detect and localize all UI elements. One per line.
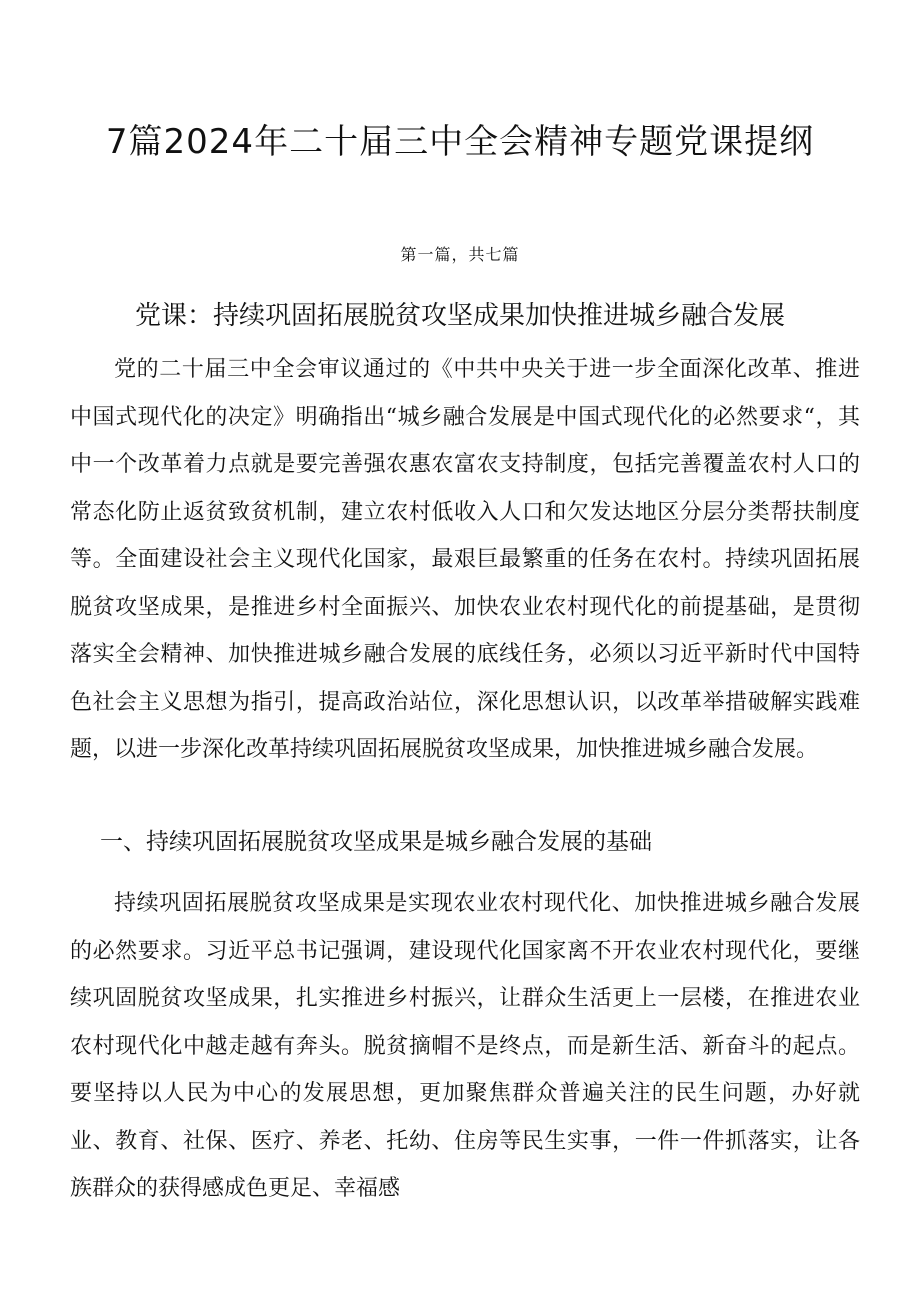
intro-paragraph: 党的二十届三中全会审议通过的《中共中央关于进一步全面深化改革、推进中国式现代化的决定》明确指出“城乡融合发展是中国式现代化的必然要求“，其中一个改革着力点就是要完善强农惠农富农支持制度，包括完善覆盖农村人口的常态化防止返贫致贫机制，建立农村低收入人口和欠发达地区分层分类帮扶制度等。全面建设社会主义现代化国家，最艰巨最繁重的任务在农村。持续巩固拓展脱贫攻坚成果，是推进乡村全面振兴、加快农业农村现代化的前提基础，是贯彻落实全会精神、加快推进城乡融合发展的底线任务，必须以习近平新时代中国特色社会主义思想为指引，提高政治站位，深化思想认识，以改革举措破解实践难题，以进一步深化改革持续巩固拓展脱贫攻坚成果，加快推进城乡融合发展。 xyxy=(70,357,860,762)
section-1-paragraph: 持续巩固拓展脱贫攻坚成果是实现农业农村现代化、加快推进城乡融合发展的必然要求。习近平总书记强调，建设现代化国家离不开农业农村现代化，要继续巩固脱贫攻坚成果，扎实推进乡村振兴，让群众生活更上一层楼，在推进农业农村现代化中越走越有奔头。脱贫摘帽不是终点，而是新生活、新奋斗的起点。要坚持以人民为中心的发展思想，更加聚焦群众普遍关注的民生问题，办好就业、教育、社保、医疗、养老、托幼、住房等民生实事，一件一件抓落实，让各族群众的获得感成色更足、幸福感 xyxy=(70,891,860,1201)
part-label: 第一篇，共七篇 xyxy=(400,245,520,264)
lesson-title: 党课：持续巩固拓展脱贫攻坚成果加快推进城乡融合发展 xyxy=(134,301,785,331)
document-title: 7篇2024年二十届三中全会精神专题党课提纲 xyxy=(105,122,815,162)
section-1-heading: 一、持续巩固拓展脱贫攻坚成果是城乡融合发展的基础 xyxy=(100,829,652,855)
